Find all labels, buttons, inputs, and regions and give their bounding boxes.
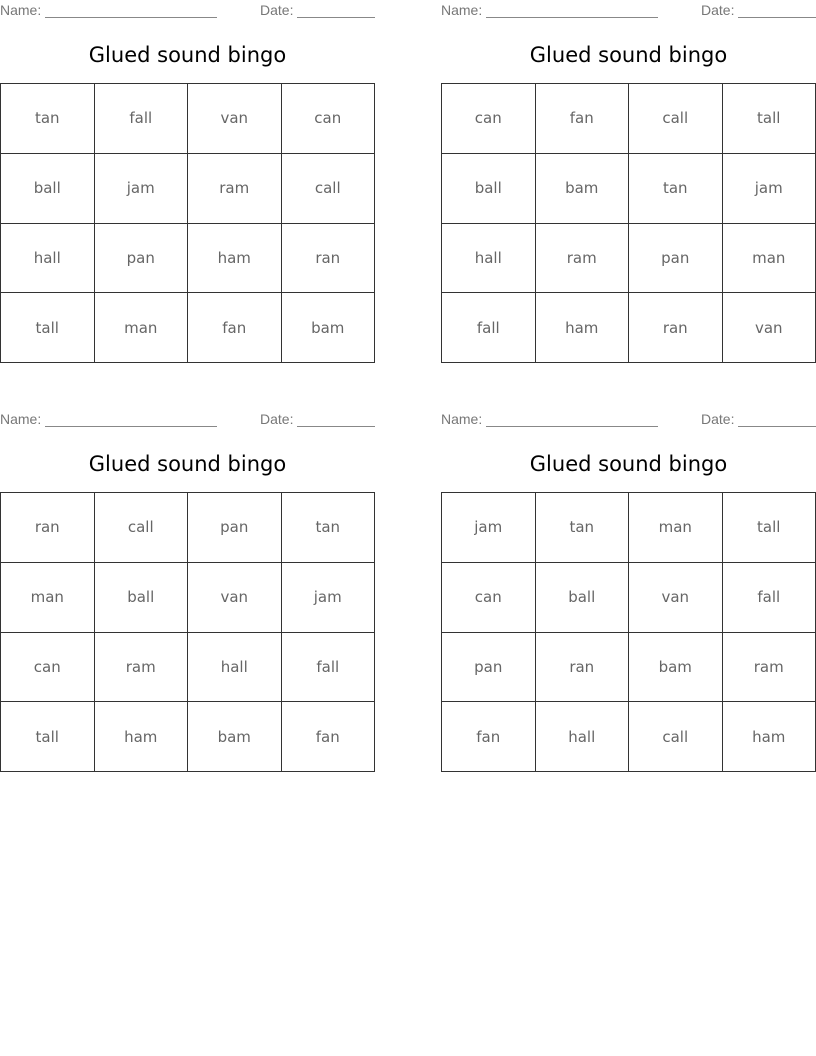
bingo-cell: van — [723, 293, 816, 363]
bingo-cell: bam — [282, 293, 376, 363]
bingo-cell: hall — [1, 224, 95, 294]
bingo-cell: ball — [536, 563, 630, 633]
name-label: Name: — [441, 411, 483, 427]
bingo-card-1 — [0, 0, 375, 360]
card-header — [441, 411, 816, 429]
bingo-cell: man — [1, 563, 95, 633]
bingo-cell: fan — [282, 702, 376, 772]
bingo-cell: bam — [536, 154, 630, 224]
bingo-cell: tan — [1, 84, 95, 154]
bingo-cell: tan — [282, 493, 376, 563]
name-label: Name: — [441, 2, 483, 18]
date-label: Date: — [260, 2, 294, 18]
bingo-cell: ram — [188, 154, 282, 224]
bingo-cell: call — [95, 493, 189, 563]
bingo-cell: pan — [95, 224, 189, 294]
bingo-cell: ham — [536, 293, 630, 363]
bingo-cell: pan — [629, 224, 723, 294]
bingo-cell: fall — [442, 293, 536, 363]
card-title: Glued sound bingo — [529, 43, 728, 67]
date-label: Date: — [260, 411, 294, 427]
bingo-cell: man — [95, 293, 189, 363]
bingo-cell: hall — [188, 633, 282, 703]
name-field[interactable] — [45, 426, 217, 427]
bingo-cell: tan — [536, 493, 630, 563]
bingo-grid — [0, 492, 375, 772]
bingo-cell: ball — [1, 154, 95, 224]
card-title: Glued sound bingo — [529, 452, 728, 476]
bingo-cell: man — [629, 493, 723, 563]
name-field[interactable] — [45, 17, 217, 18]
bingo-cell: tall — [723, 493, 816, 563]
bingo-cell: pan — [442, 633, 536, 703]
name-label: Name: — [0, 2, 42, 18]
bingo-cell: jam — [282, 563, 376, 633]
bingo-cell: ball — [442, 154, 536, 224]
bingo-cell: bam — [188, 702, 282, 772]
bingo-cell: can — [442, 563, 536, 633]
bingo-cell: fall — [282, 633, 376, 703]
bingo-grid — [441, 83, 816, 363]
bingo-grid — [0, 83, 375, 363]
name-label: Name: — [0, 411, 42, 427]
bingo-grid — [441, 492, 816, 772]
bingo-cell: ham — [95, 702, 189, 772]
bingo-cell: van — [188, 84, 282, 154]
bingo-cell: ball — [95, 563, 189, 633]
bingo-cell: call — [629, 702, 723, 772]
date-field[interactable] — [297, 426, 375, 427]
bingo-cell: fall — [95, 84, 189, 154]
bingo-cell: man — [723, 224, 816, 294]
bingo-cell: bam — [629, 633, 723, 703]
bingo-cell: van — [629, 563, 723, 633]
date-label: Date: — [701, 411, 735, 427]
bingo-cell: hall — [442, 224, 536, 294]
bingo-cell: ran — [1, 493, 95, 563]
bingo-cell: can — [442, 84, 536, 154]
bingo-cell: fan — [536, 84, 630, 154]
bingo-card-3 — [0, 409, 375, 769]
card-title: Glued sound bingo — [88, 452, 287, 476]
bingo-cell: jam — [442, 493, 536, 563]
bingo-cell: jam — [723, 154, 816, 224]
bingo-cell: ram — [536, 224, 630, 294]
date-label: Date: — [701, 2, 735, 18]
card-header — [441, 2, 816, 20]
bingo-cell: pan — [188, 493, 282, 563]
bingo-cell: can — [1, 633, 95, 703]
bingo-cell: ran — [536, 633, 630, 703]
bingo-cell: ran — [282, 224, 376, 294]
name-field[interactable] — [486, 426, 658, 427]
card-header — [0, 2, 375, 20]
date-field[interactable] — [738, 426, 816, 427]
bingo-cell: tan — [629, 154, 723, 224]
bingo-cell: jam — [95, 154, 189, 224]
bingo-cell: van — [188, 563, 282, 633]
bingo-cell: ran — [629, 293, 723, 363]
bingo-cell: can — [282, 84, 376, 154]
date-field[interactable] — [738, 17, 816, 18]
card-title: Glued sound bingo — [88, 43, 287, 67]
bingo-cell: hall — [536, 702, 630, 772]
bingo-card-2 — [441, 0, 816, 360]
date-field[interactable] — [297, 17, 375, 18]
bingo-cell: ham — [723, 702, 816, 772]
bingo-cell: ham — [188, 224, 282, 294]
bingo-cell: fan — [442, 702, 536, 772]
bingo-cell: fall — [723, 563, 816, 633]
bingo-cell: call — [629, 84, 723, 154]
bingo-cell: tall — [1, 702, 95, 772]
card-header — [0, 411, 375, 429]
bingo-cell: ram — [95, 633, 189, 703]
bingo-cell: tall — [723, 84, 816, 154]
bingo-cell: tall — [1, 293, 95, 363]
bingo-cell: ram — [723, 633, 816, 703]
bingo-card-4 — [441, 409, 816, 769]
bingo-cell: fan — [188, 293, 282, 363]
bingo-cell: call — [282, 154, 376, 224]
name-field[interactable] — [486, 17, 658, 18]
